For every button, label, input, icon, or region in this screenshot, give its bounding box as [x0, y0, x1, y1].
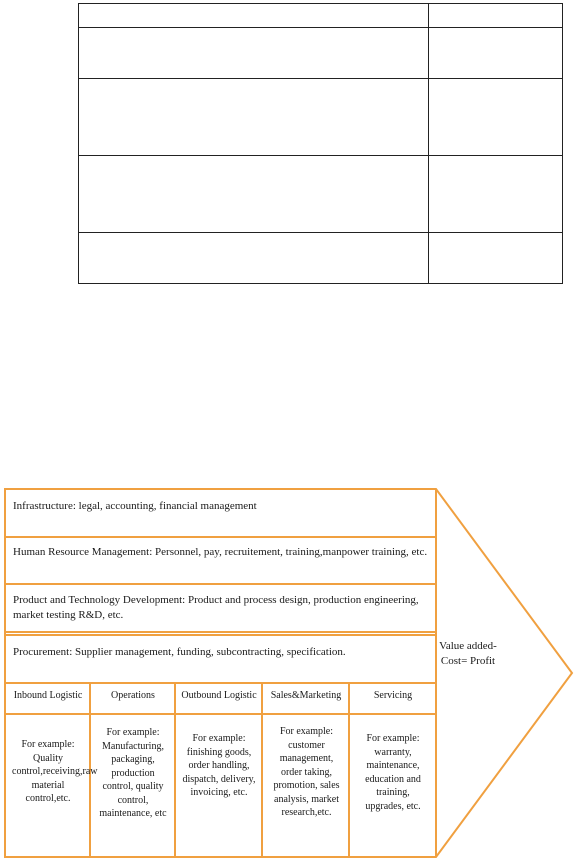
primary-body-sales: For example: customer management, order taking, promotion, sales analysis, market research,etc.	[273, 726, 340, 818]
table-row	[79, 4, 563, 28]
primary-body-servicing: For example: warranty, maintenance, education and training, upgrades, etc.	[365, 733, 421, 812]
value-chain-diagram	[0, 487, 576, 867]
table-cell	[79, 156, 429, 233]
table-cell	[79, 233, 429, 284]
table-cell	[429, 4, 563, 28]
table-cell	[429, 156, 563, 233]
support-technology: Product and Technology Development: Product and process design, production engineering, market testing R&D, etc.	[13, 594, 419, 621]
table-cell	[429, 28, 563, 79]
table-cell	[79, 28, 429, 79]
primary-heading-operations: Operations	[111, 690, 155, 701]
table-row	[79, 233, 563, 284]
table-cell	[79, 79, 429, 156]
primary-heading-servicing: Servicing	[373, 690, 413, 701]
primary-heading-sales: Sales&Marketing	[270, 690, 342, 701]
primary-body-inbound: For example: Quality control,receiving,raw material control,etc.	[12, 739, 98, 804]
margin-label: Value added-Cost= Profit	[439, 640, 497, 667]
support-procurement: Procurement: Supplier management, funding, subcontracting, specification.	[13, 646, 346, 658]
support-infrastructure: Infrastructure: legal, accounting, financial management	[13, 500, 257, 512]
table-row	[79, 79, 563, 156]
table-row	[79, 156, 563, 233]
primary-heading-inbound: Inbound Logistic	[13, 690, 83, 701]
table-cell	[429, 233, 563, 284]
table-cell	[429, 79, 563, 156]
table-cell	[79, 4, 429, 28]
primary-heading-outbound: Outbound Logistic	[181, 690, 257, 701]
table-row	[79, 28, 563, 79]
primary-body-operations: For example: Manufacturing, packaging, production control, quality control, maintenance, etc	[99, 727, 167, 819]
support-human-resource: Human Resource Management: Personnel, pay, recruitement, training,manpower training, etc.	[13, 546, 428, 558]
primary-body-outbound: For example: finishing goods, order handling, dispatch, delivery, invoicing, etc.	[182, 733, 256, 798]
empty-table	[78, 3, 563, 284]
